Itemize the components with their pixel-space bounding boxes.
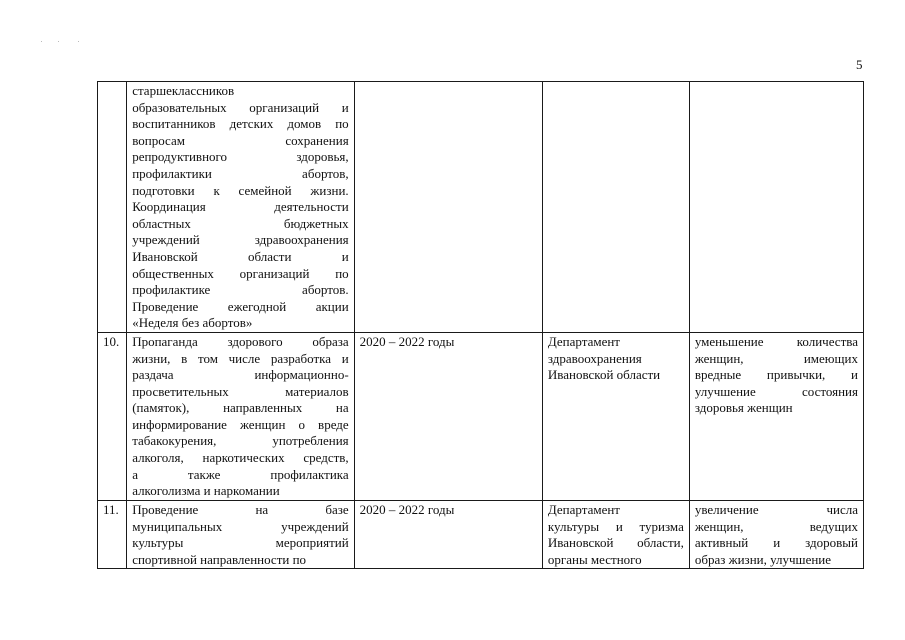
scan-speck (41, 41, 42, 42)
text-line: Ивановской области и (132, 248, 349, 264)
expected-result (689, 82, 863, 333)
text-line: образ жизни, улучшение (694, 551, 832, 567)
implementation-period (354, 82, 542, 333)
row-number: 10. (98, 332, 127, 500)
text-line: подготовки к семейной жизни. (132, 182, 349, 198)
text-line: просветительных материалов (132, 383, 349, 399)
text-line: здравоохранения (547, 350, 642, 366)
text-line: профилактики абортов, (132, 165, 349, 181)
text-line: вредные привычки, и (694, 367, 858, 383)
text-line: Департамент (547, 501, 620, 517)
scan-speck (58, 41, 59, 42)
text-line: женщин, ведущих (694, 518, 858, 534)
measure-description (127, 500, 354, 568)
text-line: алкоголизма и наркомании (132, 483, 280, 499)
text-line: (памяток), направленных на (132, 400, 349, 416)
text-line: алкоголя, наркотических средств, (132, 450, 349, 466)
implementation-period: 2020 – 2022 годы (354, 500, 542, 568)
text-line: старшеклассников (132, 83, 235, 98)
text-line: профилактике абортов. (132, 282, 349, 298)
text-line: Проведение на базе (132, 501, 349, 517)
text-line: образовательных организаций и (132, 99, 349, 115)
measures-table (97, 81, 864, 569)
text-line: Ивановской области, (547, 535, 684, 551)
text-line: вопросам сохранения (132, 132, 349, 148)
text-line: здоровья женщин (694, 400, 793, 416)
text-line: уменьшение количества (694, 333, 858, 349)
measure-description (127, 332, 354, 500)
table-row (98, 500, 864, 568)
text-line: культуры и туризма (547, 518, 684, 534)
text-line: Департамент (547, 333, 620, 349)
page-number: 5 (856, 57, 863, 72)
expected-result (689, 332, 863, 500)
scan-speck (78, 41, 79, 42)
text-line: жизни, в том числе разработка и (132, 350, 349, 366)
expected-result (689, 500, 863, 568)
text-line: спортивной направленности по (132, 551, 307, 567)
text-line: репродуктивного здоровья, (132, 149, 349, 165)
text-line: табакокурения, употребления (132, 433, 349, 449)
text-line: Пропаганда здорового образа (132, 333, 349, 349)
row-number: 11. (98, 500, 127, 568)
text-line: женщин, имеющих (694, 350, 858, 366)
responsible-executor (542, 82, 689, 333)
responsible-executor (542, 332, 689, 500)
text-line: областных бюджетных (132, 215, 349, 231)
text-line: Ивановской области (547, 367, 661, 383)
text-line: муниципальных учреждений (132, 518, 349, 534)
text-line: улучшение состояния (694, 383, 858, 399)
row-number (98, 82, 127, 333)
text-line: культуры мероприятий (132, 535, 349, 551)
text-line: органы местного (547, 551, 642, 567)
text-line: «Неделя без абортов» (132, 315, 253, 331)
text-line: активный и здоровый (694, 535, 858, 551)
table-row (98, 332, 864, 500)
text-line: общественных организаций по (132, 265, 349, 281)
text-line: Координация деятельности (132, 199, 349, 215)
responsible-executor (542, 500, 689, 568)
measure-description (127, 82, 354, 333)
text-line: информирование женщин о вреде (132, 416, 349, 432)
text-line: увеличение числа (694, 501, 858, 517)
implementation-period: 2020 – 2022 годы (354, 332, 542, 500)
text-line: а также профилактика (132, 466, 349, 482)
text-line: воспитанников детских домов по (132, 116, 349, 132)
text-line: раздача информационно- (132, 367, 349, 383)
text-line: учреждений здравоохранения (132, 232, 349, 248)
table-row (98, 82, 864, 333)
text-line: Проведение ежегодной акции (132, 298, 349, 314)
